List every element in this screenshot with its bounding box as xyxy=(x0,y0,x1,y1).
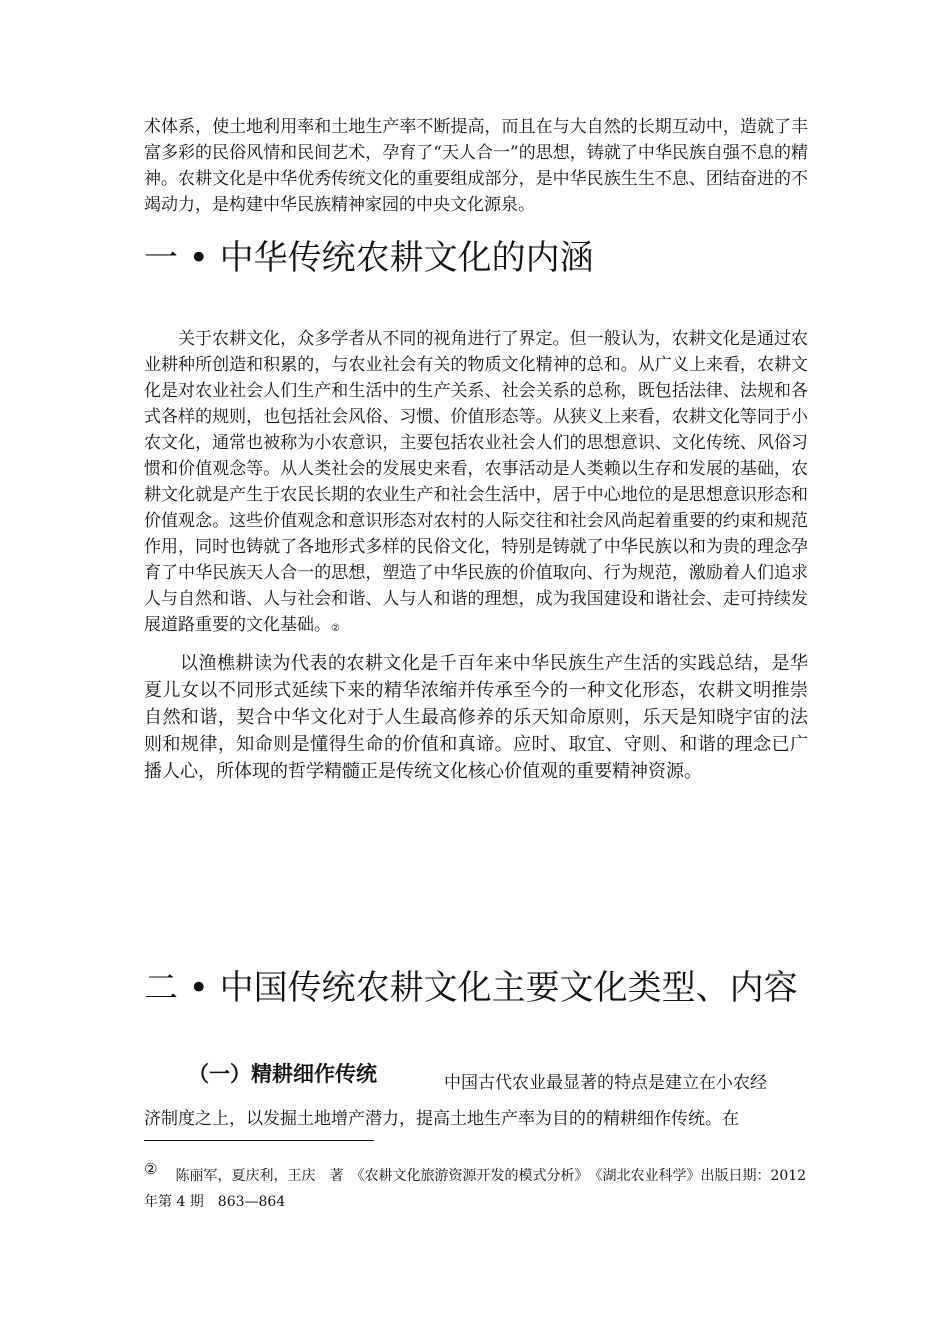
subsection1-text-line1: 中国古代农业最显著的特点是建立在小农经 xyxy=(444,1073,767,1093)
footnote-text: 陈丽军，夏庆利，王庆 著 《农耕文化旅游资源开发的模式分析》 《湖北农业科学》出版日期：2012 年第 4 期 863—864 xyxy=(144,1168,807,1210)
section2-heading: 二 • 中国传统农耕文化主要文化类型、内容 xyxy=(144,968,798,1008)
footnote-reference[interactable]: ② xyxy=(331,623,340,634)
intro-paragraph: 术体系，使土地利用率和土地生产率不断提高，而且在与大自然的长期互动中，造就了丰富多彩的民俗风情和民间艺术，孕育了“天人合一”的思想，铸就了中华民族自强不息的精神。农耕文化是中华优秀传统文化的重要组成部分，是中华民族生生不息、团结奋进的不竭动力，是构建中华民族精神家园的中央文化源泉。 xyxy=(144,117,808,215)
footnote-divider xyxy=(144,1140,374,1141)
section1-paragraph-1-text: 关于农耕文化，众多学者从不同的视角进行了界定。但一般认为，农耕文化是通过农业耕种所创造和积累的，与农业社会有关的物质文化精神的总和。从广义上来看，农耕文化是对农业社会人们生产和生活中的生产关系、社会关系的总称，既包括法律、法规和各式各样的规则，也包括社会风俗、习惯、价值形态等。从狭义上来看，农耕文化等同于小农文化，通常也被称为小农意识，主要包括农业社会人们的思想意识、文化传统、风俗习惯和价值观念等。从人类社会的发展史来看，农事活动是人类赖以生存和发展的基础，农耕文化就是产生于农民长期的农业生产和社会生活中，居于中心地位的是思想意识形态和价值观念。这些价值观念和意识形态对农村的人际交往和社会风尚起着重要的约束和规范作用，同时也铸就了各地形式多样的民俗文化，特别是铸就了中华民族以和为贵的理念孕育了中华民族天人合一的思想，塑造了中华民族的价值取向、行为规范，激励着人们追求人与自然和谐、人与社会和谐、人与人和谐的理想，成为我国建设和谐社会、走可持续发展道路重要的文化基础。 xyxy=(144,329,808,635)
section1-heading: 一 • 中华传统农耕文化的内涵 xyxy=(144,238,594,278)
subsection1-text-line2: 济制度之上，以发掘土地增产潜力，提高土地生产率为目的的精耕细作传统。在 xyxy=(144,1109,739,1129)
footnote-marker: ② xyxy=(144,1160,158,1178)
section1-paragraph-2: 以渔樵耕读为代表的农耕文化是千百年来中华民族生产生活的实践总结，是华夏儿女以不同形式延续下来的精华浓缩并传承至今的一种文化形态，农耕文明推崇自然和谐，契合中华文化对于人生最高修养的乐天知命原则，乐天是知晓宇宙的法则和规律，知命则是懂得生命的价值和真谛。应时、取宜、守则、和谐的理念已广播人心，所体现的哲学精髓正是传统文化核心价值观的重要精神资源。 xyxy=(144,653,808,782)
footnote xyxy=(144,1156,808,1215)
subsection1-heading: （一）精耕细作传统 xyxy=(188,1062,377,1086)
section1-paragraph-1 xyxy=(144,326,808,642)
